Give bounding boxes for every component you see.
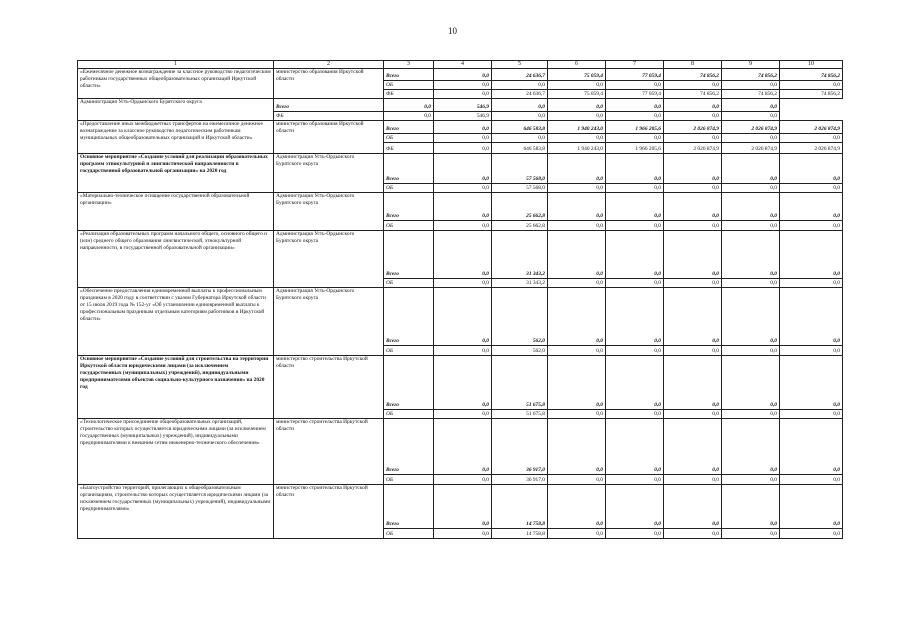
value-cell-col7: 0,0 <box>548 99 606 112</box>
value-cell-col8: 0,0 <box>664 410 722 419</box>
value-cell-col6: 1 940 243,0 <box>548 143 606 154</box>
executor-cell: министерство строительства Иркутской области <box>274 419 384 485</box>
program-funding-table <box>77 60 843 539</box>
value-cell-col8: 0,0 <box>606 99 664 112</box>
value-cell-col9: 74 856,2 <box>722 69 780 81</box>
funding-source-cell: Всего <box>384 231 434 279</box>
value-cell-col4: 0,0 <box>434 81 492 90</box>
funding-source-cell: ОБ <box>384 529 434 539</box>
value-cell-col6: 0,0 <box>548 193 606 221</box>
value-cell-col5: 36 917,0 <box>492 475 548 485</box>
table-row <box>78 121 843 134</box>
value-cell-col5: 25 662,8 <box>492 193 548 221</box>
value-cell-col8: 0,0 <box>664 346 722 356</box>
measure-name-cell: Основное мероприятие «Создание условий для реализации образовательных программ этнокультурной и лингвистической направленности в государственной образовательной организации» на 2020 год <box>78 154 274 193</box>
value-cell-col10: 0,0 <box>780 346 843 356</box>
value-cell-col10: 74 856,2 <box>780 90 843 99</box>
value-cell-col6: 75 059,4 <box>548 90 606 99</box>
value-cell-col10: 0,0 <box>780 193 843 221</box>
value-cell-col4: 0,0 <box>434 221 492 231</box>
executor-cell: Администрация Усть-Ордынского Бурятского округа <box>78 99 274 121</box>
value-cell-col9: 0,0 <box>722 279 780 288</box>
value-cell-col10: 0,0 <box>780 134 843 143</box>
value-cell-col4: 0,0 <box>434 231 492 279</box>
value-cell-col7: 0,0 <box>606 221 664 231</box>
value-cell-col7: 0,0 <box>606 231 664 279</box>
value-cell-col6: 0,0 <box>492 112 548 121</box>
value-cell-col10: 0,0 <box>780 81 843 90</box>
measure-name-cell: «Ежемесячное денежное вознаграждение за классное руководство педагогическим работникам государственных общеобразовательных организаций Иркутской области» <box>78 69 274 99</box>
funding-source-cell: ОБ <box>384 346 434 356</box>
funding-source-cell: ОБ <box>384 475 434 485</box>
value-cell-col5: 646 583,8 <box>492 121 548 134</box>
value-cell-col10: 0,0 <box>780 356 843 410</box>
value-cell-col7: 0,0 <box>548 112 606 121</box>
table-body <box>78 69 843 539</box>
value-cell-col5: 24 636,7 <box>492 90 548 99</box>
col-header-3: 3 <box>384 61 434 69</box>
value-cell-col4: 0,0 <box>434 279 492 288</box>
value-cell-col8: 0,0 <box>664 193 722 221</box>
value-cell-col4: 0,0 <box>434 134 492 143</box>
col-header-1: 1 <box>78 61 274 69</box>
col-header-6: 6 <box>548 61 606 69</box>
value-cell-col7: 0,0 <box>606 81 664 90</box>
value-cell-col10: 2 026 874,9 <box>780 121 843 134</box>
value-cell-col5: 0,0 <box>492 134 548 143</box>
value-cell-col9: 0,0 <box>722 134 780 143</box>
value-cell-col9: 0,0 <box>664 112 722 121</box>
col-header-10: 10 <box>780 61 843 69</box>
value-cell-col8: 0,0 <box>664 221 722 231</box>
value-cell-col4: 0,0 <box>434 485 492 529</box>
col-header-9: 9 <box>722 61 780 69</box>
value-cell-col8: 0,0 <box>664 475 722 485</box>
executor-cell: Администрация Усть-Ордынского Бурятского округа <box>274 154 384 193</box>
value-cell-col6: 0,0 <box>548 485 606 529</box>
funding-source-cell: ФБ <box>274 112 384 121</box>
value-cell-col6: 0,0 <box>548 356 606 410</box>
funding-source-cell: ОБ <box>384 134 434 143</box>
value-cell-col8: 74 856,2 <box>664 69 722 81</box>
value-cell-col5: 562,0 <box>492 346 548 356</box>
value-cell-col4: 0,0 <box>384 112 434 121</box>
page-number: 10 <box>448 26 457 36</box>
funding-source-cell: Всего <box>384 154 434 184</box>
value-cell-col7: 1 966 205,6 <box>606 121 664 134</box>
value-cell-col9: 0,0 <box>722 356 780 410</box>
value-cell-col10: 0,0 <box>780 279 843 288</box>
value-cell-col5: 14 758,8 <box>492 529 548 539</box>
value-cell-col9: 0,0 <box>722 475 780 485</box>
col-header-5: 5 <box>492 61 548 69</box>
table-row <box>78 193 843 221</box>
value-cell-col8: 0,0 <box>664 288 722 346</box>
value-cell-col10: 0,0 <box>780 419 843 475</box>
value-cell-col7: 0,0 <box>606 485 664 529</box>
value-cell-col4: 0,0 <box>434 154 492 184</box>
executor-cell: министерство образования Иркутской области <box>274 121 384 154</box>
value-cell-col8: 0,0 <box>664 154 722 184</box>
value-cell-col10: 74 856,2 <box>780 69 843 81</box>
funding-source-cell: Всего <box>384 419 434 475</box>
value-cell-col9: 0,0 <box>722 419 780 475</box>
value-cell-col10: 0,0 <box>780 154 843 184</box>
table-row <box>78 154 843 184</box>
value-cell-col6: 0,0 <box>548 529 606 539</box>
value-cell-col4: 0,0 <box>434 529 492 539</box>
value-cell-col4: 0,0 <box>384 99 434 112</box>
value-cell-col5: 51 675,8 <box>492 356 548 410</box>
value-cell-col6: 75 059,4 <box>548 69 606 81</box>
value-cell-col9: 0,0 <box>722 221 780 231</box>
value-cell-col5: 57 568,0 <box>492 184 548 193</box>
funding-source-cell: ОБ <box>384 184 434 193</box>
value-cell-col8: 2 026 874,9 <box>664 121 722 134</box>
value-cell-col9: 0,0 <box>722 193 780 221</box>
value-cell-col9: 0,0 <box>722 529 780 539</box>
value-cell-col5: 546,9 <box>434 99 492 112</box>
value-cell-col9: 0,0 <box>722 485 780 529</box>
value-cell-col6: 0,0 <box>548 81 606 90</box>
table-row <box>78 231 843 279</box>
value-cell-col6: 0,0 <box>548 419 606 475</box>
value-cell-col4: 0,0 <box>434 143 492 154</box>
value-cell-col6: 1 940 243,0 <box>548 121 606 134</box>
value-cell-col5: 51 675,8 <box>492 410 548 419</box>
value-cell-col10: 0,0 <box>780 485 843 529</box>
measure-name-cell: «Предоставление иных межбюджетных трансфертов на ежемесячное денежное вознаграждение за классное руководство педагогическим работникам муниципальных общеобразовательных организаций и Иркутской области» <box>78 121 274 154</box>
value-cell-col6: 0,0 <box>548 475 606 485</box>
value-cell-col10: 0,0 <box>780 475 843 485</box>
value-cell-col7: 0,0 <box>606 134 664 143</box>
value-cell-col6: 0,0 <box>548 288 606 346</box>
value-cell-col4: 0,0 <box>434 193 492 221</box>
value-cell-col10: 0,0 <box>780 221 843 231</box>
value-cell-col4: 0,0 <box>434 475 492 485</box>
value-cell-col8: 74 856,2 <box>664 90 722 99</box>
value-cell-col9: 0,0 <box>722 346 780 356</box>
value-cell-col8: 0,0 <box>664 485 722 529</box>
value-cell-col5: 36 917,0 <box>492 419 548 475</box>
col-header-7: 7 <box>606 61 664 69</box>
value-cell-col5: 546,9 <box>434 112 492 121</box>
value-cell-col8: 0,0 <box>664 529 722 539</box>
value-cell-col7: 0,0 <box>606 193 664 221</box>
value-cell-col5: 31 343,2 <box>492 231 548 279</box>
funding-source-cell: ОБ <box>384 410 434 419</box>
value-cell-col4: 0,0 <box>434 346 492 356</box>
value-cell-col9: 0,0 <box>722 288 780 346</box>
funding-source-cell: Всего <box>384 69 434 81</box>
value-cell-col9: 2 026 874,9 <box>722 121 780 134</box>
value-cell-col6: 0,0 <box>548 410 606 419</box>
value-cell-col7: 0,0 <box>606 475 664 485</box>
value-cell-col9: 0,0 <box>722 81 780 90</box>
funding-source-cell: ОБ <box>384 81 434 90</box>
table-row <box>78 485 843 529</box>
executor-cell: Администрация Усть-Ордынского Бурятского округа <box>274 231 384 288</box>
value-cell-col10: 0,0 <box>780 231 843 279</box>
funding-source-cell: ФБ <box>384 90 434 99</box>
value-cell-col7: 0,0 <box>606 279 664 288</box>
value-cell-col6: 0,0 <box>548 279 606 288</box>
executor-cell: Администрация Усть-Ордынского Бурятского округа <box>274 288 384 356</box>
executor-cell: министерство строительства Иркутской области <box>274 485 384 539</box>
value-cell-col7: 0,0 <box>606 529 664 539</box>
col-header-4: 4 <box>434 61 492 69</box>
value-cell-col5: 24 636,7 <box>492 69 548 81</box>
value-cell-col5: 0,0 <box>492 81 548 90</box>
value-cell-col6: 0,0 <box>548 134 606 143</box>
value-cell-col6: 0,0 <box>548 154 606 184</box>
table-row <box>78 419 843 475</box>
value-cell-col8: 2 026 874,9 <box>664 143 722 154</box>
value-cell-col5: 57 568,0 <box>492 154 548 184</box>
value-cell-col8: 0,0 <box>664 184 722 193</box>
funding-source-cell: Всего <box>384 485 434 529</box>
value-cell-col10: 0,0 <box>780 410 843 419</box>
value-cell-col8: 0,0 <box>664 81 722 90</box>
value-cell-col6: 0,0 <box>492 99 548 112</box>
value-cell-col6: 0,0 <box>548 231 606 279</box>
value-cell-col9: 0,0 <box>722 154 780 184</box>
value-cell-col4: 0,0 <box>434 410 492 419</box>
value-cell-col6: 0,0 <box>548 184 606 193</box>
value-cell-col7: 0,0 <box>606 346 664 356</box>
value-cell-col4: 0,0 <box>434 184 492 193</box>
value-cell-col7: 1 966 205,6 <box>606 143 664 154</box>
value-cell-col10: 0,0 <box>780 529 843 539</box>
value-cell-col9: 0,0 <box>664 99 722 112</box>
value-cell-col5: 646 583,8 <box>492 143 548 154</box>
funding-source-cell: Всего <box>384 193 434 221</box>
value-cell-col5: 14 758,8 <box>492 485 548 529</box>
value-cell-col4: 0,0 <box>434 419 492 475</box>
col-header-2: 2 <box>274 61 384 69</box>
value-cell-col10: 0,0 <box>722 99 780 112</box>
value-cell-col10: 0,0 <box>722 112 780 121</box>
executor-cell: министерство строительства Иркутской области <box>274 356 384 419</box>
value-cell-col8: 0,0 <box>664 231 722 279</box>
table-row <box>78 288 843 346</box>
value-cell-col4: 0,0 <box>434 90 492 99</box>
value-cell-col7: 0,0 <box>606 356 664 410</box>
value-cell-col4: 0,0 <box>434 288 492 346</box>
value-cell-col6: 0,0 <box>548 221 606 231</box>
value-cell-col4: 0,0 <box>434 69 492 81</box>
value-cell-col9: 2 026 874,9 <box>722 143 780 154</box>
value-cell-col9: 0,0 <box>722 231 780 279</box>
table-row <box>78 356 843 410</box>
value-cell-col7: 0,0 <box>606 154 664 184</box>
header-row <box>78 61 843 69</box>
value-cell-col8: 0,0 <box>664 134 722 143</box>
value-cell-col10: 0,0 <box>780 184 843 193</box>
measure-name-cell: «Материально-техническое оснащение государственной образовательной организации» <box>78 193 274 231</box>
measure-name-cell: «Технологическое присоединение общеобразовательных организаций, строительство которых осуществляется юридическими лицами (за исключением государственных (муниципальных) учреждений), индивидуальными предпринимателями к внешним сетям инженерно-технического обеспечения» <box>78 419 274 485</box>
value-cell-col10: 2 026 874,9 <box>780 143 843 154</box>
funding-source-cell: ОБ <box>384 221 434 231</box>
funding-source-cell: ОБ <box>384 279 434 288</box>
funding-source-cell: Всего <box>384 288 434 346</box>
value-cell-col9: 74 856,2 <box>722 90 780 99</box>
value-cell-col8: 0,0 <box>664 279 722 288</box>
table-row <box>78 99 843 112</box>
col-header-8: 8 <box>664 61 722 69</box>
value-cell-col8: 0,0 <box>664 419 722 475</box>
funding-source-cell: Всего <box>384 356 434 410</box>
value-cell-col8: 0,0 <box>664 356 722 410</box>
value-cell-col7: 77 059,4 <box>606 90 664 99</box>
value-cell-col4: 0,0 <box>434 356 492 410</box>
measure-name-cell: «Благоустройство территорий, прилегающих к общеобразовательным организациям, строительство которых осуществляется юридическими лицами (за исключением государственных (муниципальных) учреждений), индивидуальными предпринимателями» <box>78 485 274 539</box>
value-cell-col5: 31 343,2 <box>492 279 548 288</box>
executor-cell: министерство образования Иркутской области <box>274 69 384 99</box>
funding-source-cell: ФБ <box>384 143 434 154</box>
funding-source-cell: Всего <box>384 121 434 134</box>
measure-name-cell: «Обеспечение предоставления единовременной выплаты к профессиональным праздникам в 2020 году в соответствии с указом Губернатора Иркутской области от 15 июля 2019 года № 152-уг «Об установлении единовременной выплаты к профессиональным праздникам отдельным категориям работников в Иркутской области» <box>78 288 274 356</box>
value-cell-col7: 0,0 <box>606 288 664 346</box>
value-cell-col8: 0,0 <box>606 112 664 121</box>
value-cell-col7: 77 059,4 <box>606 69 664 81</box>
executor-cell: Администрация Усть-Ордынского Бурятского округа <box>274 193 384 231</box>
value-cell-col5: 562,0 <box>492 288 548 346</box>
value-cell-col10: 0,0 <box>780 288 843 346</box>
value-cell-col6: 0,0 <box>548 346 606 356</box>
value-cell-col7: 0,0 <box>606 184 664 193</box>
value-cell-col7: 0,0 <box>606 410 664 419</box>
measure-name-cell: Основное мероприятие «Создание условий для строительства на территории Иркутской области юридическими лицами (за исключением государственных (муниципальных) учреждений), индивидуальными предпринимателями объектов социально-культурного назначения» на 2020 год <box>78 356 274 419</box>
table-row <box>78 69 843 81</box>
value-cell-col9: 0,0 <box>722 184 780 193</box>
measure-name-cell: «Реализация образовательных программ начального общего, основного общего и (или) среднего общего образования лингвистической, этнокультурной направленности, в государственной образовательной организации» <box>78 231 274 288</box>
value-cell-col5: 25 662,8 <box>492 221 548 231</box>
funding-source-cell: Всего <box>274 99 384 112</box>
value-cell-col4: 0,0 <box>434 121 492 134</box>
value-cell-col9: 0,0 <box>722 410 780 419</box>
value-cell-col7: 0,0 <box>606 419 664 475</box>
